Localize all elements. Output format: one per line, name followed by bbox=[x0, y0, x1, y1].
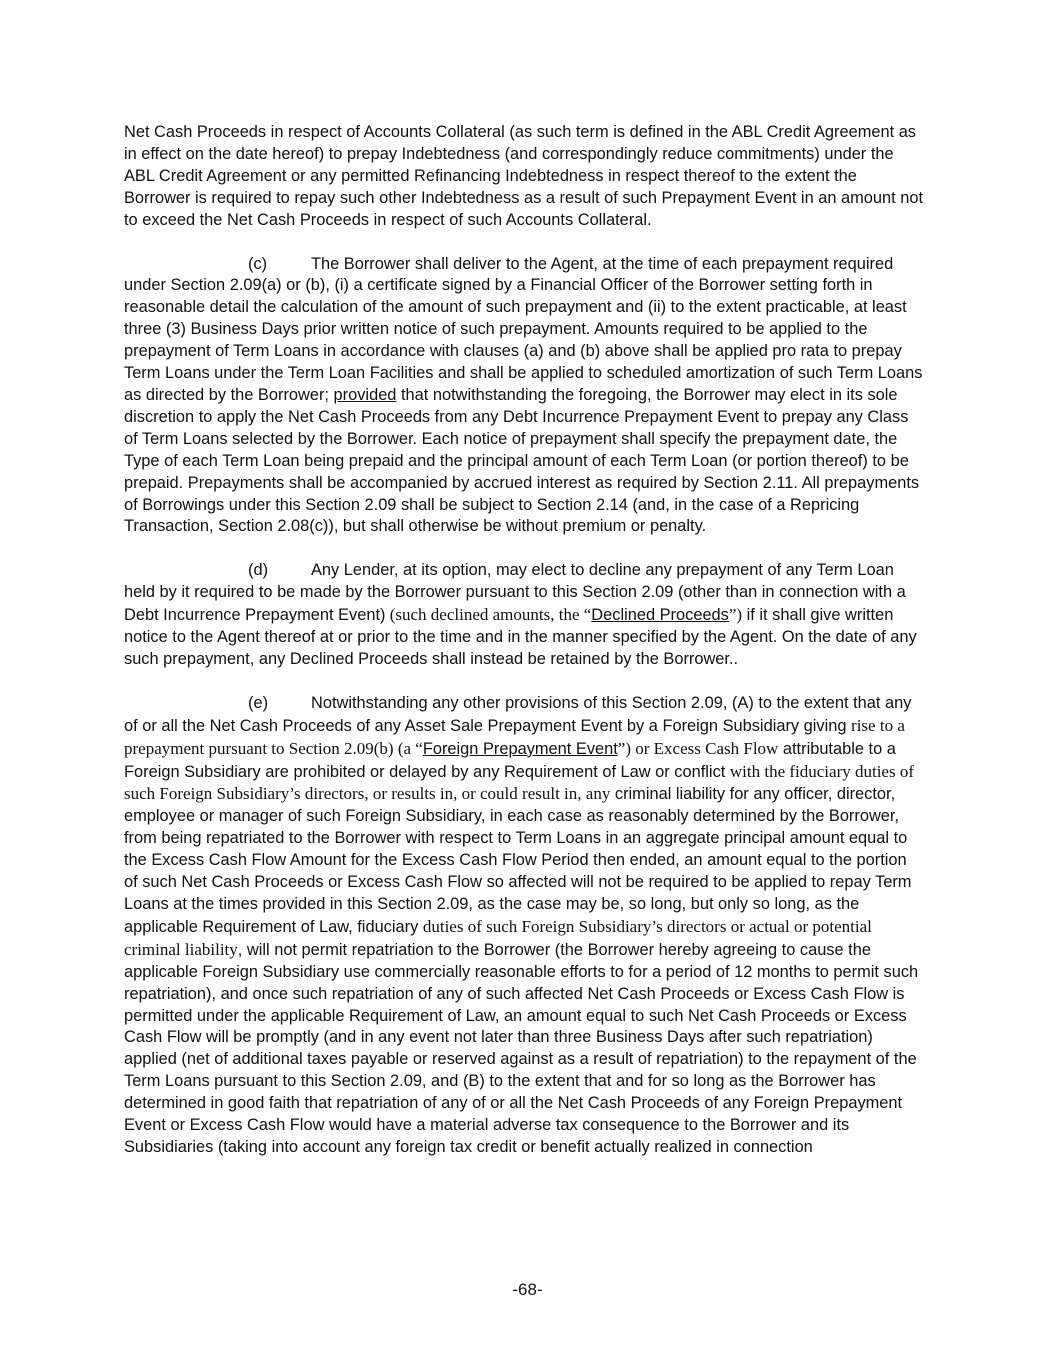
foreign-prepayment-event-term: Foreign Prepayment Event bbox=[422, 739, 618, 758]
paragraph-e-text-3: criminal liability for any officer, director, employee or manager of such Foreign Subsidiary, in each case as reasonably determined by the Borrower, from being repatriated to the Borrower with respect to Term Loans in an aggregate principal amount equal to the Excess Cash Flow Amount for the Excess Cash Flow Period then ended, an amount equal to the portion of such Net Cash Proceeds or Excess Cash Flow so affected will not be required to be applied to repay Term Loans at the times provided in this Section 2.09, as the case may be, so long, but only so long, as the applicable Requirement of Law, fiduciary bbox=[124, 785, 912, 936]
paragraph-e bbox=[124, 693, 924, 1159]
paragraph-e-serif-2: ”) or Excess Cash Flow bbox=[617, 738, 779, 758]
paragraph-d-label: (d) bbox=[248, 561, 269, 580]
paragraph-c bbox=[124, 254, 924, 539]
page-number: -68- bbox=[512, 1280, 543, 1299]
paragraph-e-serif-3: with the fiduciary duties of such Foreign Subsidiary’s directors, or results in, or could result in, any bbox=[124, 761, 914, 804]
paragraph-e-text-1: Notwithstanding any other provisions of this Section 2.09, (A) to the extent that any of or all the Net Cash Proceeds of any Asset Sale Prepayment Event by a Foreign Subsidiary giving bbox=[124, 693, 912, 735]
paragraph-b-text: Net Cash Proceeds in respect of Accounts Collateral (as such term is defined in the ABL Credit Agreement as in effect on the date hereof) to prepay Indebtedness (and correspondingly reduce commitments) under the ABL Credit Agreement or any permitted Refinancing Indebtedness in respect thereof to the extent the Borrower is required to repay such other Indebtedness as a result of such Prepayment Event in an amount not to exceed the Net Cash Proceeds in respect of such Accounts Collateral. bbox=[124, 123, 924, 229]
paragraph-d-text-2: if it shall give written notice to the Agent thereof at or prior to the time and in the manner specified by the Agent. On the date of any such prepayment, any Declined Proceeds shall instead be retained by the Borrower.. bbox=[124, 606, 917, 668]
paragraph-d bbox=[124, 560, 924, 671]
paragraph-c-text-2: that notwithstanding the foregoing, the Borrower may elect in its sole discretion to apply the Net Cash Proceeds from any Debt Incurrence Prepayment Event to prepay any Class of Term Loans selected by the Borrower. Each notice of prepayment shall specify the prepayment date, the Type of each Term Loan being prepaid and the principal amount of each Term Loan (or portion thereof) to be prepaid. Prepayments shall be accompanied by accrued interest as required by Section 2.11. All prepayments of Borrowings under this Section 2.09 shall be subject to Section 2.14 (and, in the case of a Repricing Transaction, Section 2.08(c)), but shall otherwise be without premium or penalty. bbox=[124, 385, 920, 536]
paragraph-e-text-2: attributable to a Foreign Subsidiary are prohibited or delayed by any Requirement of Law or conflict bbox=[124, 739, 896, 781]
provided-term: provided bbox=[333, 385, 397, 404]
document-page bbox=[124, 122, 924, 1181]
paragraph-e-serif-1: rise to a prepayment pursuant to Section 2.09(b) (a “ bbox=[124, 715, 905, 758]
paragraph-b-continuation bbox=[124, 122, 924, 232]
paragraph-d-text-1: Any Lender, at its option, may elect to decline any prepayment of any Term Loan held by it required to be made by the Borrower pursuant to this Section 2.09 (other than in connection with a Debt Incurrence Prepayment Event) bbox=[124, 561, 906, 625]
paragraph-e-serif-4: duties of such Foreign Subsidiary’s directors or actual or potential criminal liability bbox=[124, 916, 872, 959]
paragraph-c-text-1: The Borrower shall deliver to the Agent, at the time of each prepayment required under Section 2.09(a) or (b), (i) a certificate signed by a Financial Officer of the Borrower setting forth in reasonable detail the calculation of the amount of such prepayment and (ii) to the extent practicable, at least three (3) Business Days prior written notice of such prepayment. Amounts required to be applied to the prepayment of Term Loans in accordance with clauses (a) and (b) above shall be applied pro rata to prepay Term Loans under the Term Loan Facilities and shall be applied to scheduled amortization of such Term Loans as directed by the Borrower; bbox=[124, 254, 923, 404]
paragraph-c-label: (c) bbox=[248, 254, 268, 273]
paragraph-e-label: (e) bbox=[248, 693, 269, 712]
paragraph-d-serif-1: (such declined amounts, the “ bbox=[385, 605, 592, 625]
paragraph-e-text-4: , will not permit repatriation to the Borrower (the Borrower hereby agreeing to cause the applicable Foreign Subsidiary use commercially reasonable efforts to for a period of 12 months to permit such repatriation), and once such repatriation of any of such affected Net Cash Proceeds or Excess Cash Flow is permitted under the applicable Requirement of Law, an amount equal to such Net Cash Proceeds or Excess Cash Flow will be promptly (and in any event not later than three Business Days after such repatriation) applied (net of additional taxes payable or reserved against as a result of repatriation) to the repayment of the Term Loans pursuant to this Section 2.09, and (B) to the extent that and for so long as the Borrower has determined in good faith that repatriation of any of or all the Net Cash Proceeds of any Foreign Prepayment Event or Excess Cash Flow would have a material adverse tax consequence to the Borrower and its Subsidiaries (taking into account any foreign tax credit or benefit actually realized in connection bbox=[124, 940, 919, 1156]
paragraph-d-serif-2: ”) bbox=[728, 605, 743, 625]
declined-proceeds-term: Declined Proceeds bbox=[591, 606, 729, 625]
